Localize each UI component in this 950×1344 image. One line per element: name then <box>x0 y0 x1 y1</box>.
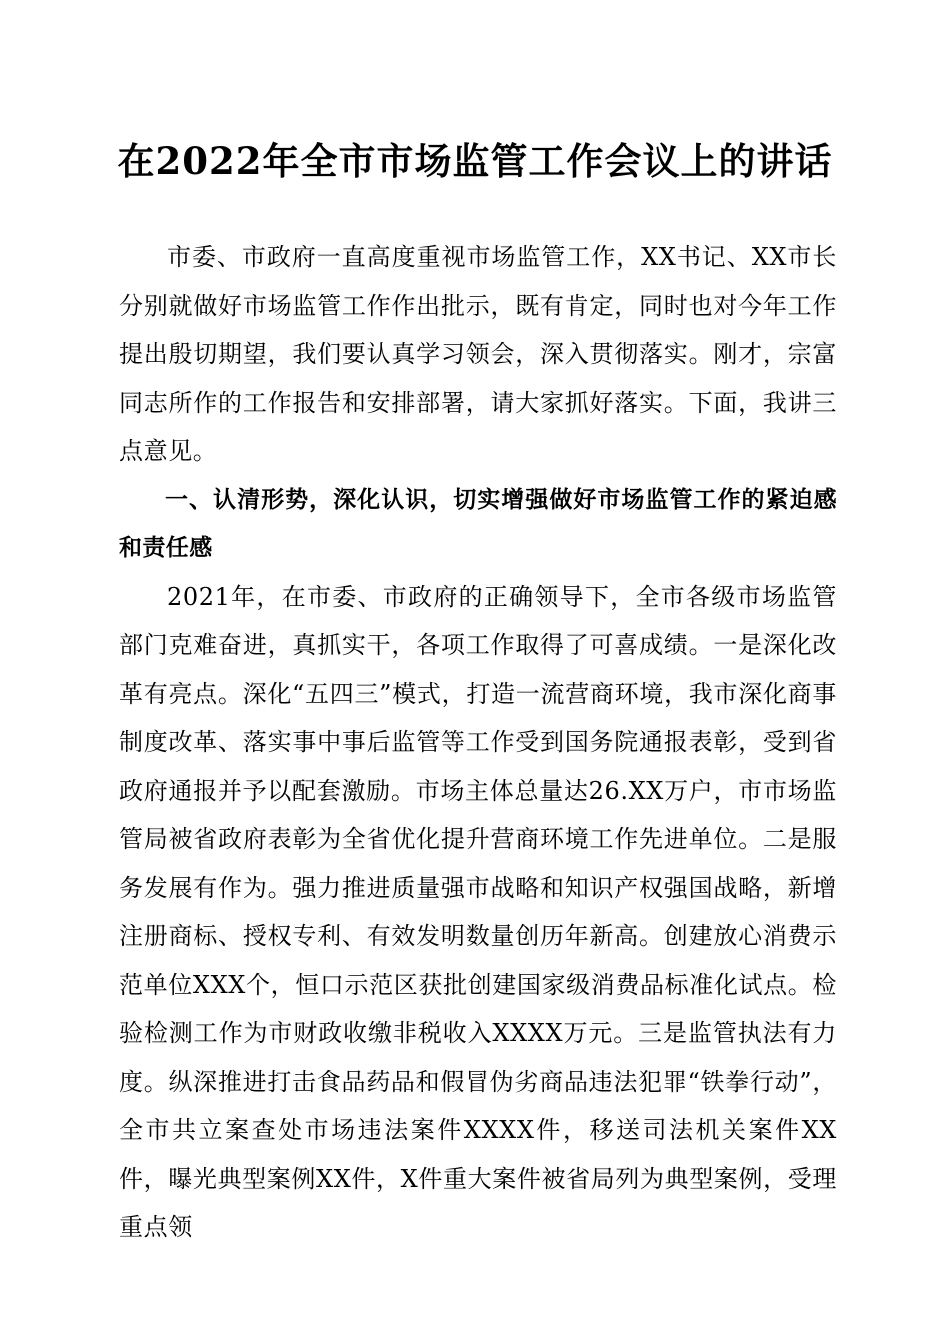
document-title: 在2022年全市市场监管工作会议上的讲话 <box>117 139 833 183</box>
section-heading: 一、认清形势，深化认识，切实增强做好市场监管工作的紧迫感和责任感 <box>119 486 837 561</box>
section-paragraph: 2021年，在市委、市政府的正确领导下，全市各级市场监管部门克难奋进，真抓实干，各项工作取得了可喜成绩。一是深化改革有亮点。深化“五四三”模式，打造一流营商环境，我市深化商事制度改革、落实事中事后监管等工作受到国务院通报表彰，受到省政府通报并予以配套激励。市场主体总量达26.XX万户，市市场监管局被省政府表彰为全省优化提升营商环境工作先进单位。二是服务发展有作为。强力推进质量强市战略和知识产权强国战略，新增注册商标、授权专利、有效发明数量创历年新高。创建放心消费示范单位XXX个，恒口示范区获批创建国家级消费品标准化试点。检验检测工作为市财政收缴非税收入XXXX万元。三是监管执法有力度。纵深推进打击食品药品和假冒伪劣商品违法犯罪“铁拳行动”，全市共立案查处市场违法案件XXXX件，移送司法机关案件XX件，曝光典型案例XX件，X件重大案件被省局列为典型案例，受理重点领 <box>119 582 837 1241</box>
intro-paragraph: 市委、市政府一直高度重视市场监管工作，XX书记、XX市长分别就做好市场监管工作作出批示，既有肯定，同时也对今年工作提出殷切期望，我们要认真学习领会，深入贯彻落实。刚才，宗富同志所作的工作报告和安排部署，请大家抓好落实。下面，我讲三点意见。 <box>119 243 837 465</box>
document-body <box>119 233 837 1252</box>
